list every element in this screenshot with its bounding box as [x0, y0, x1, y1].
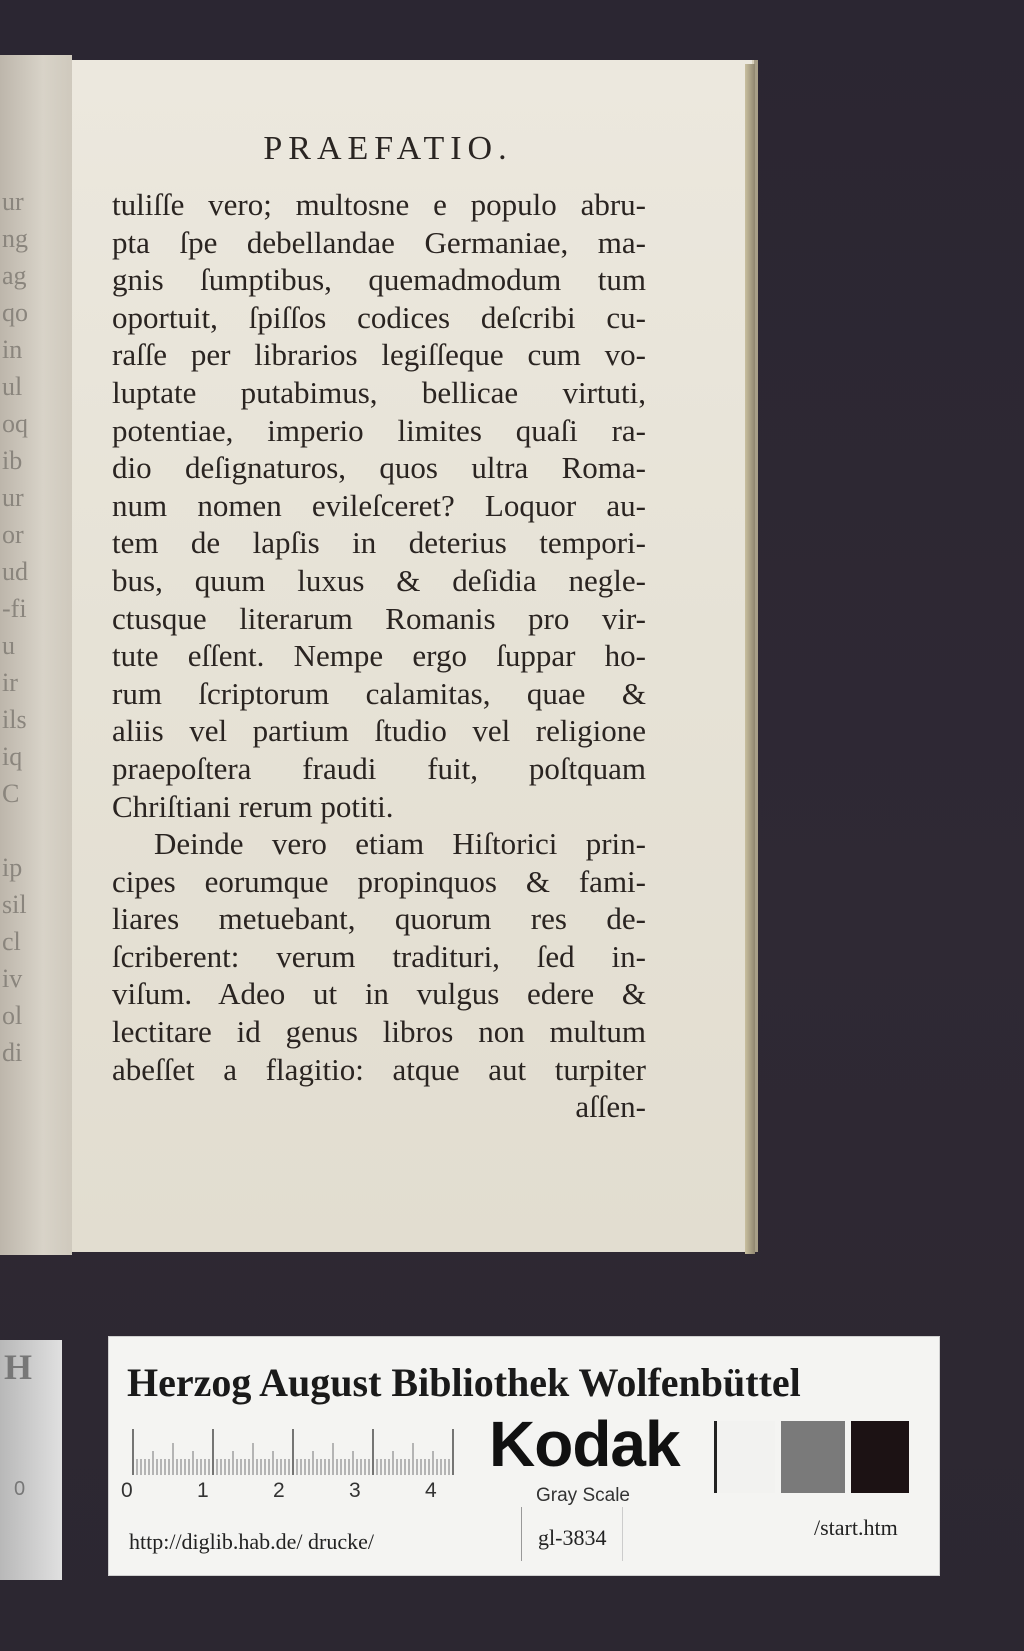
ruler-number: 4 — [425, 1479, 437, 1502]
ruler-number: 3 — [349, 1479, 361, 1502]
text-line: bus, quum luxus & deſidia negle- — [112, 562, 646, 598]
url-base: http://diglib.hab.de/ drucke/ — [129, 1529, 375, 1554]
left-page-fragment: cl — [2, 927, 21, 956]
strip-letter: H — [4, 1347, 33, 1387]
left-page-fragment: ur — [2, 483, 24, 512]
left-page-edge — [0, 55, 72, 1255]
body-text — [112, 186, 646, 1126]
text-line: tem de lapſis in deterius tempori- — [112, 525, 646, 561]
text-line: raſſe per librarios legiſſeque cum vo- — [112, 337, 646, 373]
text-line: Deinde vero etiam Hiſtorici prin- — [154, 826, 646, 862]
left-page-fragment: oq — [2, 409, 28, 438]
left-page-fragment: ag — [2, 261, 27, 290]
left-color-strip — [0, 1340, 62, 1580]
left-page-fragment: ul — [2, 372, 23, 401]
left-page-fragment: ip — [2, 853, 23, 882]
text-line: ſcriberent: verum tradituri, ſed in- — [112, 938, 646, 974]
text-line: lectitare id genus libros non multum — [112, 1014, 646, 1050]
color-calibration-card — [108, 1336, 940, 1576]
text-line: cipes eorumque propinquos & fami- — [112, 863, 646, 899]
shelfmark-box — [521, 1507, 623, 1561]
shelfmark: gl-3834 — [538, 1525, 607, 1550]
text-line: tuliſſe vero; multosne e populo abru- — [112, 187, 646, 222]
left-page-fragment: iv — [2, 964, 23, 993]
gray-swatch — [781, 1421, 845, 1493]
text-line: gnis ſumptibus, quemadmodum tum — [112, 262, 646, 298]
left-page-fragment: qo — [2, 298, 28, 327]
strip-zero: 0 — [14, 1478, 26, 1500]
library-name: Herzog August Bibliothek Wolfenbüttel — [127, 1360, 801, 1405]
text-line: liares metuebant, quorum res de- — [112, 901, 646, 937]
left-page-fragment: in — [2, 335, 23, 364]
left-page-fragment: -fi — [2, 594, 27, 623]
ruler-number: 0 — [121, 1479, 133, 1502]
text-line: praepoſtera fraudi fuit, poſtquam — [112, 750, 646, 786]
text-line: rum ſcriptorum calamitas, quae & — [112, 675, 646, 711]
ruler-numbers — [121, 1479, 441, 1509]
gray-swatch — [851, 1421, 909, 1493]
url-suffix: /start.htm — [814, 1515, 898, 1540]
text-line: num nomen evileſceret? Loquor au- — [112, 487, 646, 523]
running-title: PRAEFATIO. — [263, 130, 513, 167]
kodak-logo: Kodak — [489, 1408, 680, 1480]
left-page-fragment: or — [2, 520, 24, 549]
left-page-fragment: ol — [2, 1001, 23, 1030]
text-line: oportuit, ſpiſſos codices deſcribi cu- — [112, 299, 646, 335]
text-line: tute eſſent. Nempe ergo ſuppar ho- — [112, 638, 646, 674]
left-page-fragment: sil — [2, 890, 27, 919]
ruler — [129, 1427, 459, 1475]
gray-scale-label: Gray Scale — [536, 1485, 630, 1506]
left-page-fragment: ir — [2, 668, 18, 697]
text-line: ctusque literarum Romanis pro vir- — [112, 600, 646, 636]
left-page-fragment: ils — [2, 705, 27, 734]
left-page-fragment: ud — [2, 557, 28, 586]
text-line: potentiae, imperio limites quaſi ra- — [112, 412, 646, 448]
text-line: Chriſtiani rerum potiti. — [112, 788, 394, 824]
left-page-fragment: ng — [2, 224, 28, 253]
text-line: dio deſignaturos, quos ultra Roma- — [112, 450, 646, 486]
text-line: abeſſet a flagitio: atque aut turpiter — [112, 1051, 646, 1087]
text-line: aliis vel partium ſtudio vel religione — [112, 713, 646, 749]
left-page-fragment: iq — [2, 742, 23, 771]
left-page-fragment: ur — [2, 187, 24, 216]
left-page-fragment: u — [2, 631, 15, 660]
left-page-fragment: di — [2, 1038, 23, 1067]
gray-swatches — [714, 1421, 917, 1493]
text-line: luptate putabimus, bellicae virtuti, — [112, 374, 646, 410]
ruler-number: 2 — [273, 1479, 285, 1502]
left-page-fragment: ib — [2, 446, 23, 475]
ruler-number: 1 — [197, 1479, 209, 1502]
text-line: viſum. Adeo ut in vulgus edere & — [112, 976, 646, 1012]
text-line: pta ſpe debellandae Germaniae, ma- — [112, 224, 646, 260]
gray-swatch — [717, 1421, 775, 1493]
page-edge — [745, 64, 755, 1254]
left-page-fragment: C — [2, 779, 20, 808]
catchword: aſſen- — [575, 1089, 646, 1125]
